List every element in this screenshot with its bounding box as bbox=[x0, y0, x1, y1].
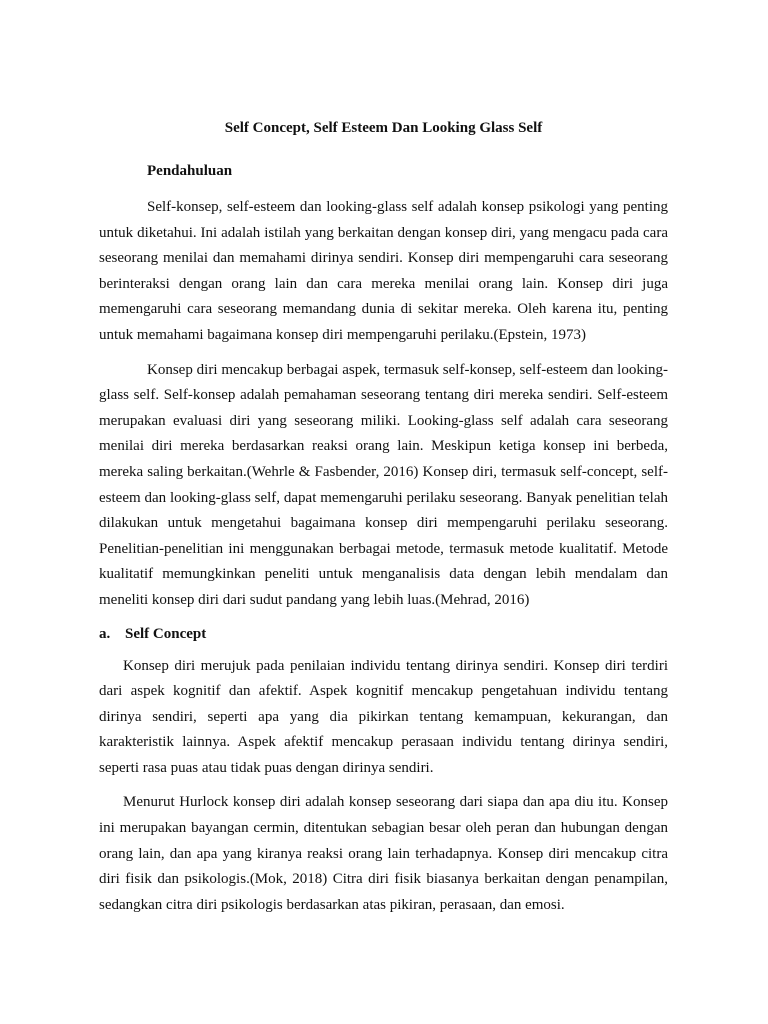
intro-paragraph-1: Self-konsep, self-esteem dan looking-glass self adalah konsep psikologi yang penting untuk diketahui. Ini adalah istilah yang berkaitan dengan konsep diri, yang mengacu pada cara seseorang menilai dan memahami dirinya sendiri. Konsep diri mempengaruhi cara seseorang berinteraksi dengan orang lain dan cara mereka menilai orang lain. Konsep diri juga memengaruhi cara seseorang memandang dunia di sekitar mereka. Oleh karena itu, penting untuk memahami bagaimana konsep diri mempengaruhi perilaku.(Epstein, 1973) bbox=[99, 199, 668, 343]
document-title: Self Concept, Self Esteem Dan Looking Glass Self bbox=[224, 120, 543, 136]
section-a-paragraph-1: Konsep diri merujuk pada penilaian individu tentang dirinya sendiri. Konsep diri terdiri dari aspek kognitif dan afektif. Aspek kognitif mencakup pengetahuan individu tentang dirinya sendiri, seperti apa yang dia pikirkan tentang kemampuan, kekurangan, dan karakteristik lainnya. Aspek afektif mencakup perasaan individu tentang dirinya sendiri, seperti rasa puas atau tidak puas dengan dirinya sendiri. bbox=[99, 657, 668, 776]
intro-paragraph-2: Konsep diri mencakup berbagai aspek, termasuk self-konsep, self-esteem dan looking-glass self. Self-konsep adalah pemahaman seseorang tentang diri mereka sendiri. Self-esteem merupakan evaluasi diri yang seseorang miliki. Looking-glass self adalah cara seseorang menilai diri mereka berdasarkan reaksi orang lain. Meskipun ketiga konsep ini berbeda, mereka saling berkaitan.(Wehrle & Fasbender, 2016) Konsep diri, termasuk self-concept, self-esteem dan looking-glass self, dapat memengaruhi perilaku seseorang. Banyak penelitian telah dilakukan untuk mengetahui bagaimana konsep diri mempengaruhi perilaku seseorang. Penelitian-penelitian ini menggunakan berbagai metode, termasuk metode kualitatif. Metode kualitatif memungkinkan peneliti untuk menganalisis data dengan lebih mendalam dan meneliti konsep diri dari sudut pandang yang lebih luas.(Mehrad, 2016) bbox=[99, 361, 668, 608]
section-a-heading bbox=[99, 624, 668, 644]
section-a-title: Self Concept bbox=[125, 625, 207, 642]
document-body bbox=[99, 118, 668, 918]
section-a-marker: a. bbox=[99, 625, 111, 642]
intro-heading: Pendahuluan bbox=[147, 163, 233, 179]
section-a-paragraph-2: Menurut Hurlock konsep diri adalah konsep seseorang dari siapa dan apa diu itu. Konsep ini merupakan bayangan cermin, ditentukan sebagian besar oleh peran dan hubungan dengan orang lain, dan apa yang kiranya reaksi orang lain terhadapnya. Konsep diri mencakup citra diri fisik dan psikologis.(Mok, 2018) Citra diri fisik biasanya berkaitan dengan penampilan, sedangkan citra diri psikologis berdasarkan atas pikiran, perasaan, dan emosi. bbox=[99, 794, 668, 913]
